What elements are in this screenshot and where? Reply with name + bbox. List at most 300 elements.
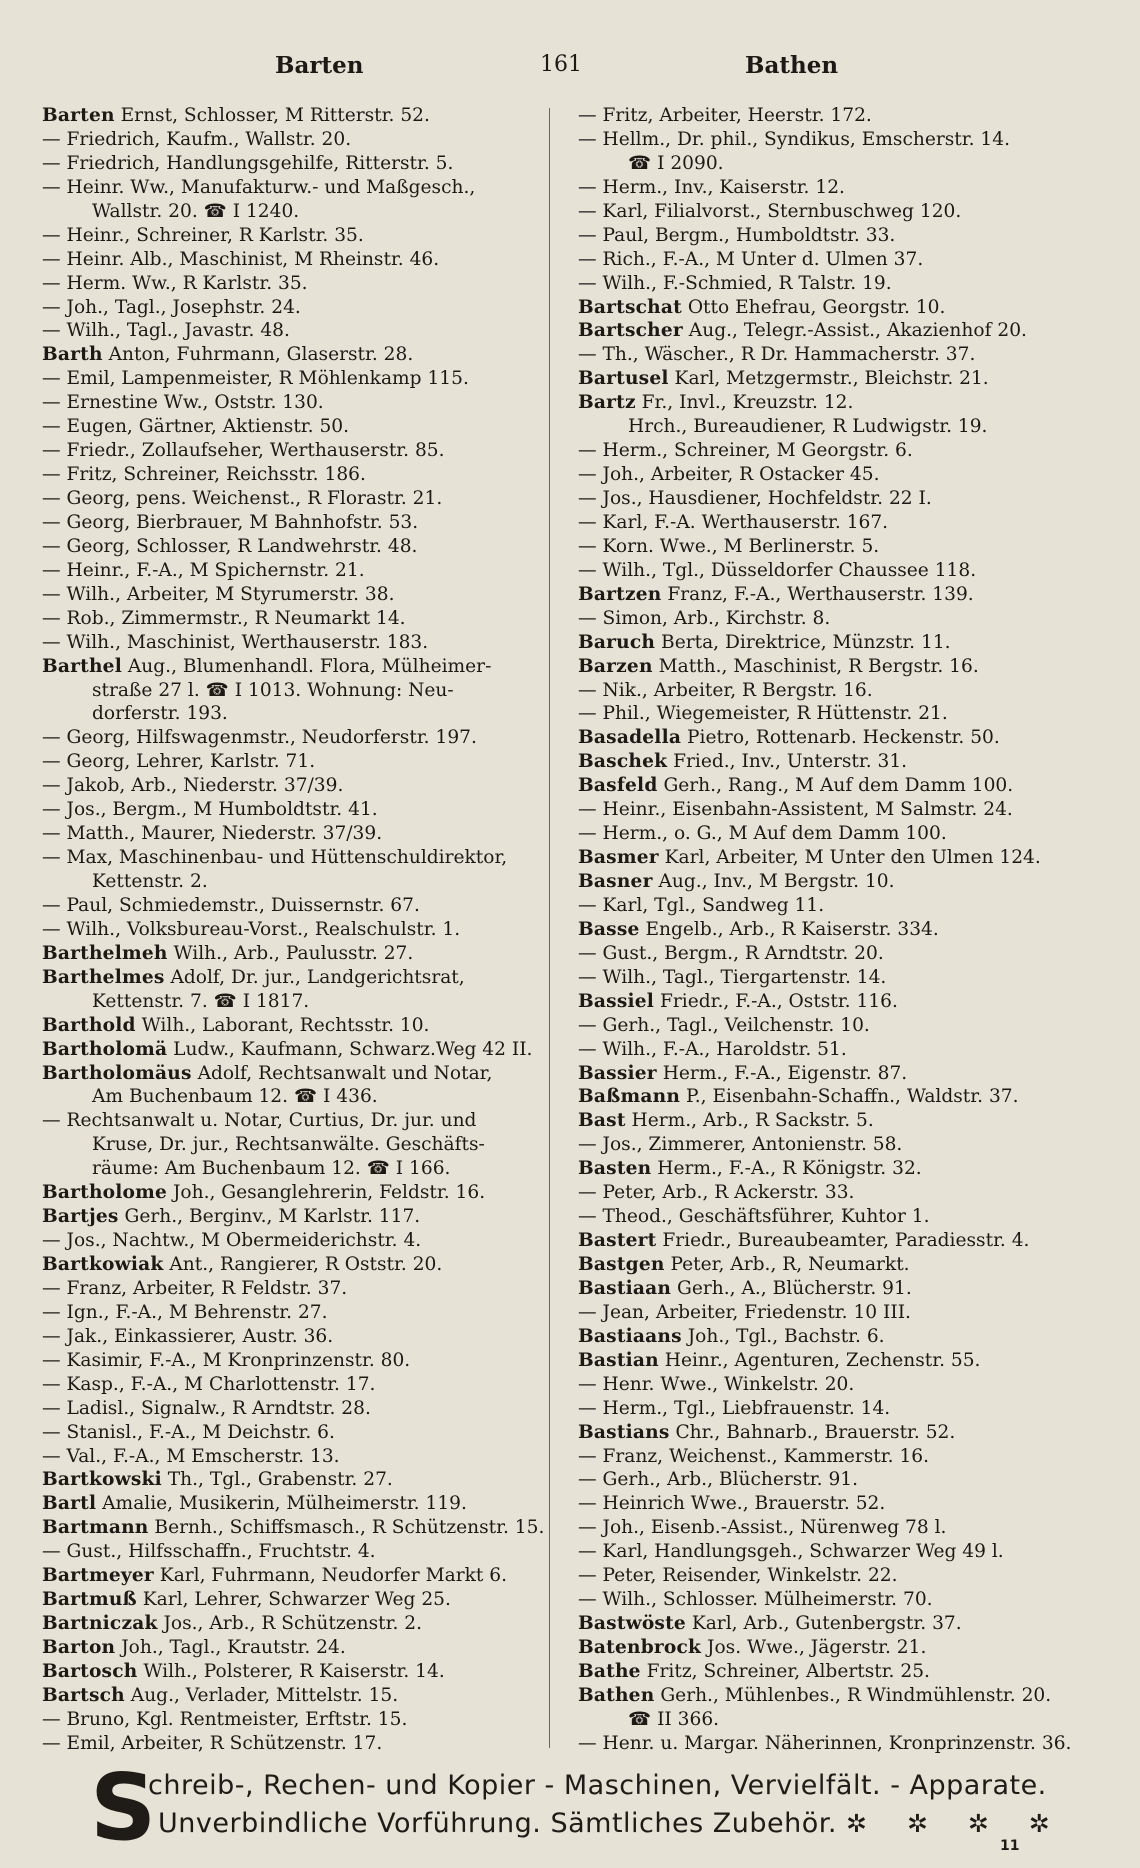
- surname: Basner: [578, 871, 653, 892]
- directory-entry: [578, 631, 1090, 655]
- entry-text: — Gerh., Tagl., Veilchenstr. 10.: [578, 1014, 870, 1036]
- right-column: [578, 104, 1090, 1756]
- directory-entry: [578, 1157, 1090, 1181]
- surname: Barth: [42, 344, 103, 366]
- entry-text: Herm., F.-A., Eigenstr. 87.: [656, 1062, 908, 1084]
- surname: Bartsch: [42, 1684, 125, 1706]
- directory-entry: [578, 296, 1090, 320]
- entry-text: — Paul, Bergm., Humboldtstr. 33.: [578, 224, 896, 246]
- surname: Barzen: [578, 655, 653, 677]
- entry-text: — Stanisl., F.-A., M Deichstr. 6.: [42, 1421, 335, 1443]
- entry-text: straße 27 l. ☎ I 1013. Wohnung: Neu-: [92, 679, 454, 701]
- entry-text: Karl, Arbeiter, M Unter den Ulmen 124.: [658, 847, 1041, 869]
- header-right-keyword: Bathen: [745, 52, 839, 79]
- entry-text: Bernh., Schiffsmasch., R Schützenstr. 15.: [148, 1517, 545, 1539]
- entry-text: — Wilh., F.-A., Haroldstr. 51.: [578, 1038, 847, 1060]
- entry-text: — Wilh., Tagl., Javastr. 48.: [42, 320, 290, 342]
- directory-entry: [42, 343, 552, 367]
- entry-text: — Gerh., Arb., Blücherstr. 91.: [578, 1469, 859, 1491]
- directory-entry: [42, 1277, 552, 1301]
- directory-entry: [42, 990, 552, 1014]
- directory-entry: [42, 415, 552, 439]
- entry-text: Ernst, Schlosser, M Ritterstr. 52.: [114, 105, 430, 126]
- entry-text: — Fritz, Schreiner, Reichsstr. 186.: [42, 464, 366, 486]
- directory-entry: [42, 679, 552, 703]
- entry-text: — Wilh., Maschinist, Werthauserstr. 183.: [42, 631, 429, 653]
- entry-text: — Emil, Arbeiter, R Schützenstr. 17.: [42, 1732, 383, 1754]
- surname: Basadella: [578, 727, 682, 749]
- entry-text: — Bruno, Kgl. Rentmeister, Erftstr. 15.: [42, 1708, 408, 1730]
- surname: Bartmuß: [42, 1589, 137, 1611]
- directory-entry: [42, 248, 552, 272]
- entry-text: — Heinr., Eisenbahn-Assistent, M Salmstr. 24.: [578, 799, 1013, 821]
- entry-text: — Ladisl., Signalw., R Arndtstr. 28.: [42, 1397, 371, 1419]
- entry-text: Joh., Tgl., Bachstr. 6.: [681, 1325, 885, 1347]
- directory-entry: [578, 343, 1090, 367]
- directory-entry: [42, 822, 552, 846]
- surname: Batenbrock: [578, 1637, 702, 1658]
- surname: Baßmann: [578, 1086, 681, 1108]
- directory-entry: [42, 774, 552, 798]
- directory-entry: [42, 846, 552, 870]
- directory-entry: [42, 1468, 552, 1492]
- directory-entry: [578, 1564, 1090, 1588]
- entry-text: Hrch., Bureaudiener, R Ludwigstr. 19.: [628, 416, 988, 438]
- ad-stars: ✲ ✲ ✲ ✲: [846, 1809, 1066, 1838]
- entry-text: Aug., Blumenhandl. Flora, Mülheimer-: [121, 655, 492, 677]
- entry-text: — Wilh., Tgl., Düsseldorfer Chaussee 118.: [578, 559, 977, 581]
- directory-entry: [42, 1636, 552, 1660]
- directory-entry: [578, 1373, 1090, 1397]
- entry-text: Gerh., Rang., M Auf dem Damm 100.: [657, 775, 1014, 797]
- entry-text: Wilh., Arb., Paulusstr. 27.: [167, 942, 414, 964]
- surname: Basmer: [578, 847, 659, 869]
- entry-text: — Heinrich Wwe., Brauerstr. 52.: [578, 1493, 886, 1515]
- entry-text: — Peter, Reisender, Winkelstr. 22.: [578, 1565, 898, 1587]
- ad-line-2-text: Unverbindliche Vorführung. Sämtliches Zubehör.: [158, 1808, 837, 1839]
- surname: Bartosch: [42, 1660, 138, 1682]
- entry-text: Amalie, Musikerin, Mülheimerstr. 119.: [96, 1493, 467, 1515]
- directory-entry: [42, 1564, 552, 1588]
- directory-entry: [578, 607, 1090, 631]
- directory-entry: [42, 1373, 552, 1397]
- entry-text: — Heinr., Schreiner, R Karlstr. 35.: [42, 224, 364, 246]
- directory-entry: [578, 152, 1090, 176]
- surname: Bartniczak: [42, 1613, 158, 1635]
- entry-text: Jos., Arb., R Schützenstr. 2.: [157, 1613, 423, 1635]
- directory-entry: [578, 224, 1090, 248]
- entry-text: — Nik., Arbeiter, R Bergstr. 16.: [578, 679, 873, 701]
- entry-text: Herm., F.-A., R Königstr. 32.: [651, 1158, 922, 1180]
- directory-entry: [42, 1205, 552, 1229]
- entry-text: — Korn. Wwe., M Berlinerstr. 5.: [578, 535, 880, 557]
- directory-entry: [578, 1062, 1090, 1086]
- surname: Bastert: [578, 1230, 657, 1252]
- surname: Bartschat: [578, 296, 682, 318]
- entry-text: Otto Ehefrau, Georgstr. 10.: [681, 296, 946, 318]
- directory-entry: [42, 152, 552, 176]
- directory-entry: [578, 655, 1090, 679]
- directory-entry: [578, 272, 1090, 296]
- directory-entry: [42, 1660, 552, 1684]
- directory-entry: [42, 918, 552, 942]
- surname: Bartl: [42, 1493, 97, 1515]
- directory-entry: [578, 702, 1090, 726]
- surname: Barton: [42, 1637, 116, 1658]
- directory-entry: [42, 1181, 552, 1205]
- entry-text: — Herm., Tgl., Liebfrauenstr. 14.: [578, 1397, 891, 1419]
- entry-text: Berta, Direktrice, Münzstr. 11.: [655, 631, 951, 653]
- surname: Basfeld: [578, 775, 658, 797]
- entry-text: — Kasimir, F.-A., M Kronprinzenstr. 80.: [42, 1349, 411, 1371]
- entry-text: — Rob., Zimmermstr., R Neumarkt 14.: [42, 607, 406, 629]
- entry-text: Wilh., Laborant, Rechtsstr. 10.: [135, 1014, 430, 1036]
- entry-text: Anton, Fuhrmann, Glaserstr. 28.: [102, 344, 414, 366]
- surname: Bathen: [578, 1684, 655, 1706]
- directory-entry: [578, 1181, 1090, 1205]
- surname: Bastiaans: [578, 1325, 682, 1347]
- entry-text: Jos. Wwe., Jägerstr. 21.: [701, 1637, 927, 1658]
- directory-entry: [578, 367, 1090, 391]
- surname: Bartmeyer: [42, 1565, 154, 1587]
- directory-entry: [578, 726, 1090, 750]
- entry-text: — Jak., Einkassierer, Austr. 36.: [42, 1325, 334, 1347]
- directory-entry: [42, 607, 552, 631]
- entry-text: — Simon, Arb., Kirchstr. 8.: [578, 607, 831, 629]
- surname: Bartmann: [42, 1517, 149, 1539]
- directory-entry: [578, 894, 1090, 918]
- surname: Bartholomä: [42, 1038, 168, 1060]
- entry-text: Peter, Arb., R, Neumarkt.: [664, 1254, 910, 1275]
- entry-text: — Theod., Geschäftsführer, Kuhtor 1.: [578, 1206, 930, 1228]
- surname: Bartz: [578, 392, 636, 414]
- directory-entry: [578, 463, 1090, 487]
- entry-text: — Rich., F.-A., M Unter d. Ulmen 37.: [578, 248, 924, 270]
- entry-text: — Peter, Arb., R Ackerstr. 33.: [578, 1182, 855, 1204]
- directory-entry: [578, 1732, 1090, 1756]
- entry-text: — Franz, Weichenst., Kammerstr. 16.: [578, 1445, 930, 1467]
- directory-entry: [578, 1421, 1090, 1445]
- entry-text: — Wilh., F.-Schmied, R Talstr. 19.: [578, 272, 892, 294]
- signature-mark: 11: [1000, 1838, 1020, 1854]
- surname: Bartkowski: [42, 1469, 162, 1491]
- entry-text: ☎ I 2090.: [628, 152, 724, 174]
- surname: Bartzen: [578, 583, 662, 605]
- entry-text: Gerh., Mühlenbes., R Windmühlenstr. 20.: [654, 1684, 1052, 1706]
- directory-entry: [42, 750, 552, 774]
- surname: Basten: [578, 1158, 652, 1180]
- entry-text: — Herm., Inv., Kaiserstr. 12.: [578, 176, 845, 198]
- entry-text: Aug., Telegr.-Assist., Akazienhof 20.: [682, 320, 1027, 342]
- directory-entry: [578, 966, 1090, 990]
- directory-entry: [578, 918, 1090, 942]
- entry-text: Karl, Metzgermstr., Bleichstr. 21.: [668, 368, 989, 390]
- entry-text: Joh., Gesanglehrerin, Feldstr. 16.: [167, 1182, 486, 1204]
- entry-text: — Herm., o. G., M Auf dem Damm 100.: [578, 823, 947, 845]
- entry-text: Adolf, Rechtsanwalt und Notar,: [191, 1062, 493, 1084]
- directory-entry: [578, 870, 1090, 894]
- directory-entry: [42, 1421, 552, 1445]
- surname: Barthel: [42, 655, 122, 677]
- directory-entry: [42, 367, 552, 391]
- entry-text: — Georg, Bierbrauer, M Bahnhofstr. 53.: [42, 511, 419, 533]
- entry-text: — Friedr., Zollaufseher, Werthauserstr. 85.: [42, 440, 445, 462]
- directory-entry: [42, 894, 552, 918]
- directory-entry: [42, 1157, 552, 1181]
- directory-entry: [42, 391, 552, 415]
- entry-text: — Fritz, Arbeiter, Heerstr. 172.: [578, 105, 872, 126]
- directory-entry: [578, 1445, 1090, 1469]
- surname: Bartholome: [42, 1182, 168, 1204]
- directory-entry: [42, 1014, 552, 1038]
- directory-entry: [578, 846, 1090, 870]
- directory-entry: [578, 248, 1090, 272]
- directory-entry: [578, 391, 1090, 415]
- directory-entry: [578, 1708, 1090, 1732]
- directory-entry: [578, 1397, 1090, 1421]
- directory-entry: [578, 1660, 1090, 1684]
- directory-entry: [42, 128, 552, 152]
- entry-text: Friedr., F.-A., Oststr. 116.: [654, 990, 898, 1012]
- surname: Bastiaan: [578, 1277, 672, 1299]
- header-left-keyword: Barten: [275, 52, 364, 79]
- directory-entry: [578, 1085, 1090, 1109]
- entry-text: Wilh., Polsterer, R Kaiserstr. 14.: [137, 1660, 445, 1682]
- directory-entry: [42, 702, 552, 726]
- entry-text: Gerh., A., Blücherstr. 91.: [671, 1277, 912, 1299]
- entry-text: Kruse, Dr. jur., Rechtsanwälte. Geschäfts-: [92, 1134, 485, 1156]
- entry-text: — Georg, Schlosser, R Landwehrstr. 48.: [42, 535, 418, 557]
- entry-text: — Emil, Lampenmeister, R Möhlenkamp 115.: [42, 368, 469, 390]
- directory-entry: [42, 104, 552, 128]
- entry-text: — Wilh., Schlosser. Mülheimerstr. 70.: [578, 1589, 933, 1611]
- entry-text: — Rechtsanwalt u. Notar, Curtius, Dr. jur. und: [42, 1110, 477, 1132]
- entry-text: — Georg, pens. Weichenst., R Florastr. 21.: [42, 488, 443, 509]
- ad-line-1: chreib-, Rechen- und Kopier - Maschinen, Vervielfält. - Apparate.: [148, 1770, 1047, 1801]
- directory-entry: [578, 1468, 1090, 1492]
- entry-text: Joh., Tagl., Krautstr. 24.: [115, 1637, 346, 1658]
- directory-entry: [42, 559, 552, 583]
- directory-entry: [42, 1588, 552, 1612]
- directory-entry: [42, 200, 552, 224]
- ad-initial: S: [90, 1754, 157, 1861]
- entry-text: Wallstr. 20. ☎ I 1240.: [92, 200, 300, 222]
- entry-text: Kettenstr. 2.: [92, 871, 208, 892]
- directory-entry: [42, 272, 552, 296]
- entry-text: Fried., Inv., Unterstr. 31.: [667, 751, 908, 773]
- directory-entry: [42, 870, 552, 894]
- entry-text: Am Buchenbaum 12. ☎ I 436.: [92, 1086, 378, 1108]
- entry-text: Aug., Inv., M Bergstr. 10.: [652, 871, 895, 892]
- directory-entry: [42, 655, 552, 679]
- entry-text: — Eugen, Gärtner, Aktienstr. 50.: [42, 416, 350, 438]
- directory-entry: [42, 1301, 552, 1325]
- entry-text: — Ernestine Ww., Oststr. 130.: [42, 392, 324, 414]
- surname: Bastgen: [578, 1254, 665, 1275]
- page-header: [0, 52, 1140, 92]
- page-number: 161: [540, 52, 582, 77]
- entry-text: — Friedrich, Handlungsgehilfe, Ritterstr. 5.: [42, 152, 454, 174]
- directory-entry: [578, 822, 1090, 846]
- entry-text: — Hellm., Dr. phil., Syndikus, Emscherstr. 14.: [578, 128, 1011, 150]
- entry-text: Chr., Bahnarb., Brauerstr. 52.: [669, 1421, 956, 1443]
- entry-text: — Henr. Wwe., Winkelstr. 20.: [578, 1373, 855, 1395]
- directory-entry: [42, 583, 552, 607]
- entry-text: — Matth., Maurer, Niederstr. 37/39.: [42, 823, 383, 845]
- surname: Bastian: [578, 1349, 659, 1371]
- entry-text: Karl, Fuhrmann, Neudorfer Markt 6.: [153, 1565, 507, 1587]
- directory-entry: [42, 1516, 552, 1540]
- entry-text: — Th., Wäscher., R Dr. Hammacherstr. 37.: [578, 344, 976, 366]
- directory-entry: [42, 1732, 552, 1756]
- directory-entry: [578, 319, 1090, 343]
- directory-entry: [42, 1325, 552, 1349]
- entry-text: — Heinr., F.-A., M Spichernstr. 21.: [42, 559, 365, 581]
- entry-text: — Franz, Arbeiter, R Feldstr. 37.: [42, 1277, 348, 1299]
- directory-entry: [578, 1516, 1090, 1540]
- entry-text: Th., Tgl., Grabenstr. 27.: [161, 1469, 393, 1491]
- directory-entry: [42, 631, 552, 655]
- entry-text: — Karl, F.-A. Werthauserstr. 167.: [578, 511, 889, 533]
- directory-entry: [42, 319, 552, 343]
- entry-text: — Wilh., Arbeiter, M Styrumerstr. 38.: [42, 583, 395, 605]
- directory-entry: [42, 1612, 552, 1636]
- entry-text: — Jos., Hausdiener, Hochfeldstr. 22 I.: [578, 488, 932, 509]
- directory-entry: [42, 798, 552, 822]
- directory-entry: [578, 1133, 1090, 1157]
- column-divider: [549, 108, 550, 1748]
- directory-entry: [42, 1253, 552, 1277]
- entry-text: Ant., Rangierer, R Oststr. 20.: [163, 1254, 443, 1275]
- directory-entry: [578, 1205, 1090, 1229]
- directory-entry: [42, 942, 552, 966]
- directory-entry: [578, 774, 1090, 798]
- entry-text: — Joh., Arbeiter, R Ostacker 45.: [578, 464, 880, 486]
- surname: Bassiel: [578, 990, 655, 1012]
- surname: Barthelmeh: [42, 942, 168, 964]
- entry-text: Matth., Maschinist, R Bergstr. 16.: [652, 655, 979, 677]
- entry-text: Adolf, Dr. jur., Landgerichtsrat,: [164, 966, 465, 988]
- entry-text: ☎ II 366.: [628, 1708, 720, 1730]
- surname: Bartjes: [42, 1206, 119, 1228]
- directory-entry: [578, 176, 1090, 200]
- directory-entry: [578, 559, 1090, 583]
- entry-text: — Joh., Tagl., Josephstr. 24.: [42, 296, 301, 318]
- entry-text: — Wilh., Volksbureau-Vorst., Realschulstr. 1.: [42, 918, 461, 940]
- entry-text: — Ign., F.-A., M Behrenstr. 27.: [42, 1301, 328, 1323]
- entry-text: — Heinr. Ww., Manufakturw.- und Maßgesch.,: [42, 176, 476, 198]
- directory-entry: [578, 535, 1090, 559]
- directory-entry: [42, 1349, 552, 1373]
- directory-entry: [578, 1612, 1090, 1636]
- entry-text: Herm., Arb., R Sackstr. 5.: [625, 1110, 874, 1132]
- directory-entry: [42, 1038, 552, 1062]
- entry-text: Kettenstr. 7. ☎ I 1817.: [92, 990, 310, 1012]
- entry-text: Aug., Verlader, Mittelstr. 15.: [124, 1684, 399, 1706]
- directory-entry: [578, 1349, 1090, 1373]
- directory-entry: [578, 128, 1090, 152]
- directory-entry: [42, 487, 552, 511]
- entry-text: Ludw., Kaufmann, Schwarz.Weg 42 II.: [167, 1038, 533, 1060]
- surname: Basse: [578, 918, 640, 940]
- entry-text: — Gust., Hilfsschaffn., Fruchtstr. 4.: [42, 1541, 376, 1563]
- directory-entry: [578, 679, 1090, 703]
- directory-entry: [42, 1492, 552, 1516]
- entry-text: — Phil., Wiegemeister, R Hüttenstr. 21.: [578, 703, 948, 725]
- directory-entry: [578, 750, 1090, 774]
- directory-entry: [42, 511, 552, 535]
- left-column: [42, 104, 552, 1756]
- directory-entry: [578, 1540, 1090, 1564]
- surname: Bartscher: [578, 320, 683, 342]
- directory-entry: [578, 511, 1090, 535]
- directory-entry: [578, 1277, 1090, 1301]
- entry-text: Gerh., Berginv., M Karlstr. 117.: [118, 1206, 421, 1228]
- entry-text: — Val., F.-A., M Emscherstr. 13.: [42, 1445, 340, 1467]
- directory-entry: [578, 583, 1090, 607]
- entry-text: — Heinr. Alb., Maschinist, M Rheinstr. 46.: [42, 248, 440, 270]
- surname: Barthelmes: [42, 966, 165, 988]
- entry-text: — Paul, Schmiedemstr., Duissernstr. 67.: [42, 894, 420, 916]
- directory-entry: [42, 1708, 552, 1732]
- directory-entry: [42, 966, 552, 990]
- surname: Bathe: [578, 1660, 641, 1682]
- directory-entry: [578, 1038, 1090, 1062]
- directory-entry: [42, 1085, 552, 1109]
- entry-text: Franz, F.-A., Werthauserstr. 139.: [661, 583, 974, 605]
- advertisement: [90, 1754, 1070, 1861]
- entry-text: — Wilh., Tagl., Tiergartenstr. 14.: [578, 966, 887, 988]
- surname: Bastians: [578, 1421, 670, 1443]
- directory-entry: [578, 1325, 1090, 1349]
- entry-text: — Henr. u. Margar. Näherinnen, Kronprinzenstr. 36.: [578, 1732, 1072, 1754]
- entry-text: — Georg, Hilfswagenmstr., Neudorferstr. 197.: [42, 727, 477, 749]
- directory-entry: [578, 1109, 1090, 1133]
- directory-entry: [42, 726, 552, 750]
- directory-entry: [42, 1445, 552, 1469]
- directory-entry: [42, 1397, 552, 1421]
- directory-entry: [42, 1133, 552, 1157]
- directory-entry: [578, 104, 1090, 128]
- entry-text: — Gust., Bergm., R Arndtstr. 20.: [578, 942, 884, 964]
- surname: Bassier: [578, 1062, 657, 1084]
- entry-text: — Jos., Nachtw., M Obermeiderichstr. 4.: [42, 1230, 422, 1252]
- entry-text: — Friedrich, Kaufm., Wallstr. 20.: [42, 128, 352, 150]
- entry-text: Fr., Invl., Kreuzstr. 12.: [635, 392, 854, 414]
- directory-entry: [42, 296, 552, 320]
- directory-entry: [42, 176, 552, 200]
- entry-text: Engelb., Arb., R Kaiserstr. 334.: [639, 918, 939, 940]
- directory-entry: [578, 1492, 1090, 1516]
- directory-entry: [578, 200, 1090, 224]
- surname: Barten: [42, 105, 115, 126]
- entry-text: Pietro, Rottenarb. Heckenstr. 50.: [681, 727, 1000, 749]
- surname: Bastwöste: [578, 1613, 686, 1635]
- entry-text: Heinr., Agenturen, Zechenstr. 55.: [658, 1349, 981, 1371]
- entry-text: — Jos., Bergm., M Humboldtstr. 41.: [42, 799, 378, 821]
- entry-text: P., Eisenbahn-Schaffn., Waldstr. 37.: [680, 1086, 1019, 1108]
- entry-text: — Herm., Schreiner, M Georgstr. 6.: [578, 440, 913, 462]
- directory-entry: [42, 224, 552, 248]
- entry-text: — Jean, Arbeiter, Friedenstr. 10 III.: [578, 1301, 911, 1323]
- ad-line-2: [158, 1808, 1066, 1839]
- directory-entry: [42, 463, 552, 487]
- entry-text: — Karl, Filialvorst., Sternbuschweg 120.: [578, 200, 962, 222]
- entry-text: Friedr., Bureaubeamter, Paradiesstr. 4.: [656, 1230, 1030, 1252]
- directory-entry: [42, 1229, 552, 1253]
- directory-entry: [578, 942, 1090, 966]
- surname: Bartkowiak: [42, 1254, 164, 1275]
